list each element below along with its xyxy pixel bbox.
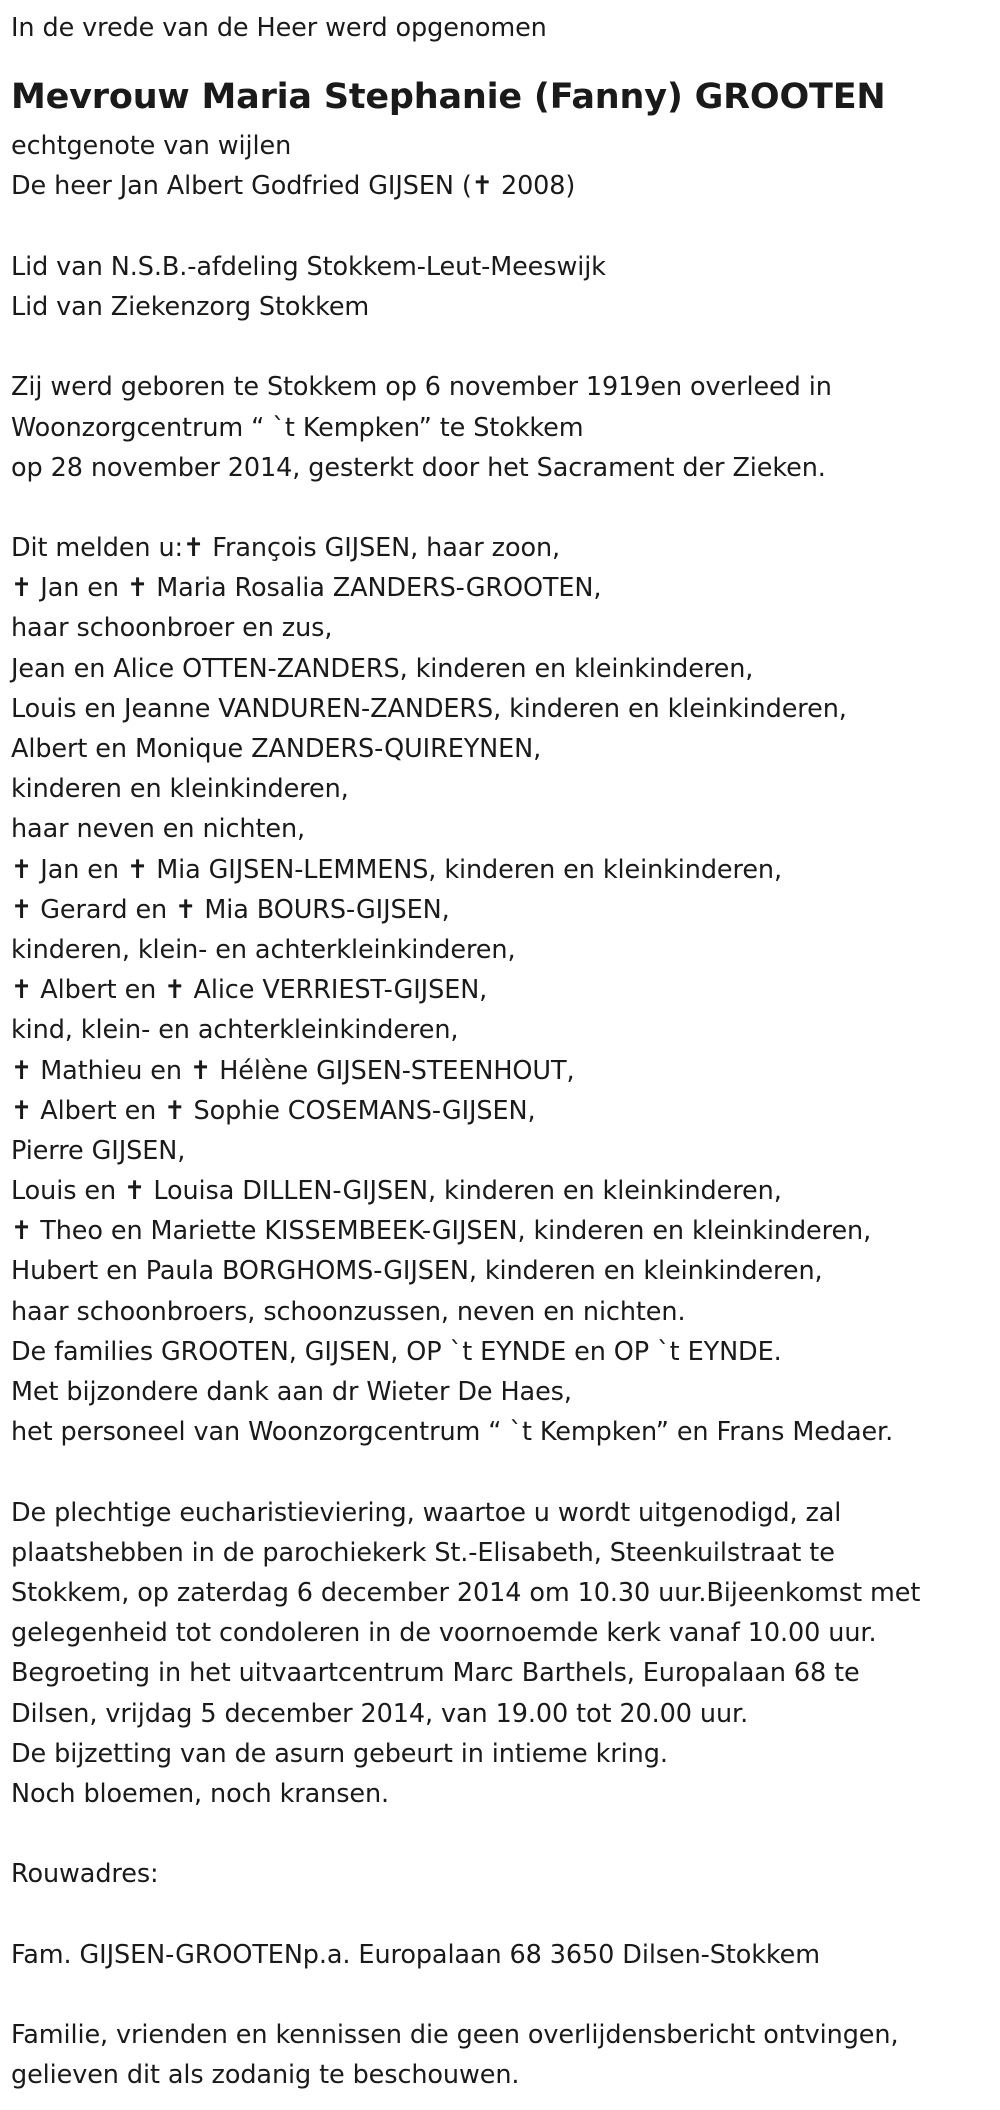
closing-line: gelieven dit als zodanig te beschouwen.	[11, 2060, 520, 2091]
life-line: Woonzorgcentrum “ `t Kempken” te Stokkem	[11, 412, 584, 443]
family-line: kinderen en kleinkinderen,	[11, 774, 349, 805]
intro-line: In de vrede van de Heer werd opgenomen	[11, 13, 547, 43]
ceremony-line: De plechtige eucharistieviering, waartoe u wordt uitgenodigd, zal	[11, 1497, 842, 1528]
deceased-name: Mevrouw Maria Stephanie (Fanny) GROOTEN	[11, 77, 886, 118]
family-line: Louis en ✝ Louisa DILLEN-GIJSEN, kinderen en kleinkinderen,	[11, 1176, 782, 1207]
ceremony-line: Stokkem, op zaterdag 6 december 2014 om 10.30 uur.Bijeenkomst met	[11, 1577, 921, 1608]
spacer	[11, 1975, 991, 2015]
closing-line: Familie, vrienden en kennissen die geen overlijdensbericht ontvingen,	[11, 2020, 899, 2050]
family-line: De families GROOTEN, GIJSEN, OP `t EYNDE en OP `t EYNDE.	[11, 1336, 782, 1367]
ceremony-line: Dilsen, vrijdag 5 december 2014, van 19.00 tot 20.00 uur.	[11, 1698, 749, 1729]
spouse-line: echtgenote van wijlen	[11, 131, 292, 162]
life-block	[11, 367, 991, 488]
address-label: Rouwadres:	[11, 1859, 159, 1890]
ceremony-line: De bijzetting van de asurn gebeurt in intieme kring.	[11, 1738, 668, 1769]
family-line: Albert en Monique ZANDERS-QUIREYNEN,	[11, 734, 542, 764]
memberships-block	[11, 247, 991, 327]
obituary-notice	[11, 8, 991, 2095]
family-line: Dit melden u:✝ François GIJSEN, haar zoon,	[11, 533, 561, 564]
family-line: haar neven en nichten,	[11, 814, 306, 845]
ceremony-line: Begroeting in het uitvaartcentrum Marc Barthels, Europalaan 68 te	[11, 1658, 860, 1689]
membership-line: Lid van Ziekenzorg Stokkem	[11, 291, 370, 322]
ceremony-line: Noch bloemen, noch kransen.	[11, 1778, 390, 1809]
family-line: het personeel van Woonzorgcentrum “ `t Kempken” en Frans Medaer.	[11, 1417, 894, 1448]
family-line: Hubert en Paula BORGHOMS-GIJSEN, kinderen en kleinkinderen,	[11, 1256, 823, 1287]
family-line: ✝ Mathieu en ✝ Hélène GIJSEN-STEENHOUT,	[11, 1055, 575, 1086]
life-line: Zij werd geboren te Stokkem op 6 november 1919en overleed in	[11, 372, 832, 403]
spouse-block	[11, 126, 991, 206]
mourning-address: Fam. GIJSEN-GROOTENp.a. Europalaan 68 3650 Dilsen-Stokkem	[11, 1939, 820, 1970]
spacer	[11, 327, 991, 367]
ceremony-line: plaatshebben in de parochiekerk St.-Elisabeth, Steenkuilstraat te	[11, 1537, 835, 1568]
spacer	[11, 1894, 991, 1934]
spacer	[11, 1452, 991, 1492]
family-block	[11, 528, 991, 1452]
spacer	[11, 1814, 991, 1854]
family-line: haar schoonbroers, schoonzussen, neven en nichten.	[11, 1296, 686, 1327]
family-line: ✝ Jan en ✝ Maria Rosalia ZANDERS-GROOTEN,	[11, 573, 602, 604]
life-line: op 28 november 2014, gesterkt door het Sacrament der Zieken.	[11, 452, 826, 483]
family-line: kind, klein- en achterkleinkinderen,	[11, 1015, 459, 1046]
family-line: ✝ Jan en ✝ Mia GIJSEN-LEMMENS, kinderen en kleinkinderen,	[11, 854, 782, 885]
family-line: Louis en Jeanne VANDUREN-ZANDERS, kinderen en kleinkinderen,	[11, 693, 847, 724]
family-line: ✝ Albert en ✝ Alice VERRIEST-GIJSEN,	[11, 975, 488, 1006]
family-line: Met bijzondere dank aan dr Wieter De Haes,	[11, 1377, 572, 1407]
ceremony-line: gelegenheid tot condoleren in de voornoemde kerk vanaf 10.00 uur.	[11, 1618, 877, 1649]
ceremony-block	[11, 1493, 991, 1815]
family-line: Pierre GIJSEN,	[11, 1135, 186, 1166]
family-line: Jean en Alice OTTEN-ZANDERS, kinderen en kleinkinderen,	[11, 653, 754, 684]
family-line: haar schoonbroer en zus,	[11, 613, 333, 644]
family-line: ✝ Gerard en ✝ Mia BOURS-GIJSEN,	[11, 894, 450, 925]
family-line: kinderen, klein- en achterkleinkinderen,	[11, 934, 516, 965]
spouse-line: De heer Jan Albert Godfried GIJSEN (✝ 2008)	[11, 171, 576, 202]
family-line: ✝ Albert en ✝ Sophie COSEMANS-GIJSEN,	[11, 1095, 536, 1126]
membership-line: Lid van N.S.B.-afdeling Stokkem-Leut-Meeswijk	[11, 251, 606, 282]
closing-block	[11, 2015, 991, 2095]
family-line: ✝ Theo en Mariette KISSEMBEEK-GIJSEN, kinderen en kleinkinderen,	[11, 1216, 872, 1247]
spacer	[11, 488, 991, 528]
spacer	[11, 207, 991, 247]
